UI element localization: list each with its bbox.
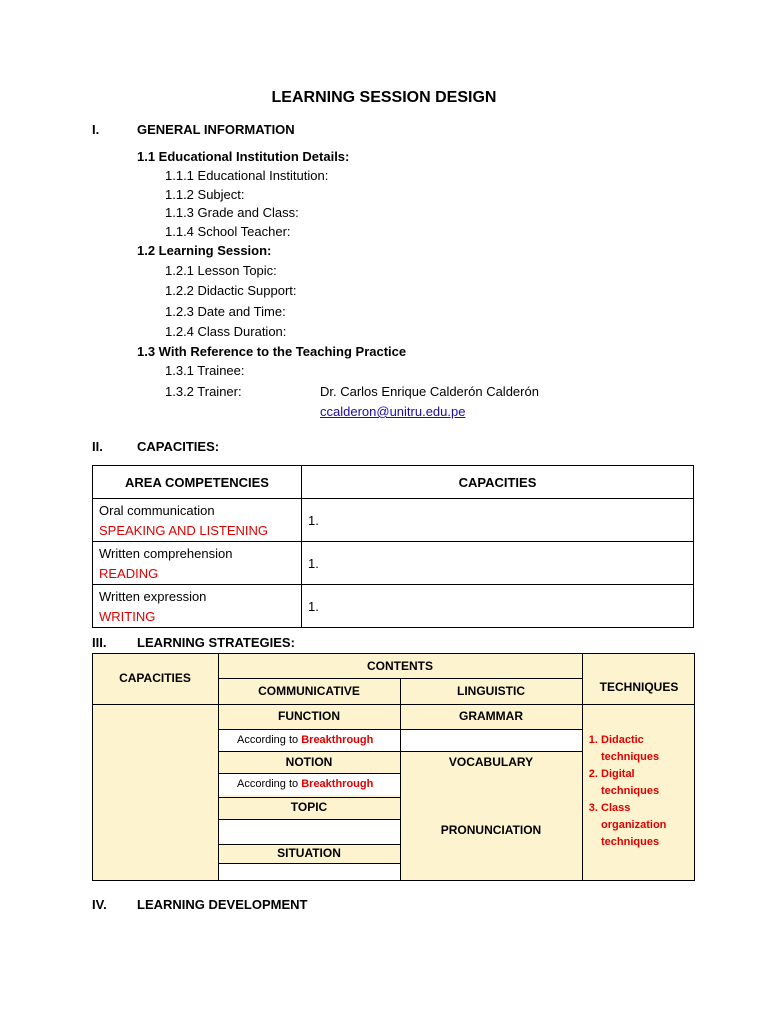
label-notion: NOTION (285, 755, 333, 769)
according-to-text: According to (237, 778, 299, 790)
grid-line (218, 844, 400, 845)
section-2-number: II. (92, 439, 103, 454)
section-4-number: IV. (92, 897, 107, 912)
breakthrough-text: Breakthrough (301, 778, 374, 790)
notion-reference (237, 778, 373, 790)
section-3-label: LEARNING STRATEGIES: (137, 635, 295, 650)
item-1-1-2: 1.1.2 Subject: (165, 187, 245, 202)
table-header-row (93, 466, 694, 499)
grid-line (218, 863, 400, 864)
area-cell (93, 585, 302, 628)
grid-line (218, 797, 400, 798)
item-1-1-1: 1.1.1 Educational Institution: (165, 168, 329, 183)
label-grammar: GRAMMAR (459, 709, 523, 723)
grid-line (92, 704, 695, 705)
white-cell (218, 863, 400, 881)
label-vocabulary: VOCABULARY (448, 755, 534, 769)
table-row (93, 542, 694, 585)
area-name: Oral communication (99, 503, 215, 518)
capacity-cell: 1. (302, 585, 694, 628)
table-row (93, 499, 694, 542)
strat-header-communicative: COMMUNICATIVE (258, 684, 360, 698)
label-pronunciation: PRONUNCIATION (440, 823, 542, 837)
section-4-label: LEARNING DEVELOPMENT (137, 897, 308, 912)
item-1-3-2: 1.3.2 Trainer: (165, 384, 242, 399)
technique-item: 3. Class organization techniques (601, 800, 695, 851)
function-reference (237, 734, 373, 746)
according-to-text: According to (237, 734, 299, 746)
section-2-label: CAPACITIES: (137, 439, 220, 454)
area-skill: READING (99, 566, 159, 581)
header-capacities: CAPACITIES (302, 466, 694, 499)
table-row (93, 585, 694, 628)
item-1-2-1: 1.2.1 Lesson Topic: (165, 263, 277, 278)
label-topic: TOPIC (290, 800, 328, 814)
strat-header-linguistic: LINGUISTIC (457, 684, 525, 698)
white-cell (400, 729, 582, 751)
item-1-2-2: 1.2.2 Didactic Support: (165, 283, 297, 298)
section-3-number: III. (92, 635, 107, 650)
grid-line (218, 819, 400, 820)
capacity-cell: 1. (302, 542, 694, 585)
item-1-1-3: 1.1.3 Grade and Class: (165, 205, 299, 220)
capacity-cell: 1. (302, 499, 694, 542)
document-title: LEARNING SESSION DESIGN (271, 89, 497, 106)
item-1-2-4: 1.2.4 Class Duration: (165, 324, 287, 339)
breakthrough-text: Breakthrough (301, 734, 374, 746)
label-situation: SITUATION (277, 846, 341, 860)
section-1-label: GENERAL INFORMATION (137, 122, 295, 137)
strat-header-techniques: TECHNIQUES (599, 680, 679, 694)
technique-item: 1. Didactic techniques (601, 732, 695, 766)
label-function: FUNCTION (278, 709, 340, 723)
area-cell (93, 499, 302, 542)
subsection-1-3: 1.3 With Reference to the Teaching Practice (137, 344, 407, 359)
grid-line (218, 773, 400, 774)
section-1-number: I. (92, 122, 100, 137)
technique-item: 2. Digital techniques (601, 766, 695, 800)
white-cell (218, 819, 400, 844)
area-cell (93, 542, 302, 585)
area-name: Written comprehension (99, 546, 233, 561)
subsection-1-2: 1.2 Learning Session: (137, 243, 272, 258)
area-skill: WRITING (99, 609, 156, 624)
header-area-competencies: AREA COMPETENCIES (93, 466, 302, 499)
area-name: Written expression (99, 589, 207, 604)
grid-line (92, 653, 93, 881)
grid-line (92, 653, 695, 654)
grid-line (92, 880, 695, 881)
area-skill: SPEAKING AND LISTENING (99, 523, 269, 538)
item-1-2-3: 1.2.3 Date and Time: (165, 304, 286, 319)
item-1-1-4: 1.1.4 School Teacher: (165, 224, 291, 239)
subsection-1-1: 1.1 Educational Institution Details: (137, 149, 350, 164)
strat-header-capacities: CAPACITIES (119, 671, 191, 685)
capacities-table (92, 465, 694, 628)
trainer-email-link[interactable]: ccalderon@unitru.edu.pe (320, 404, 466, 419)
techniques-list (583, 732, 695, 851)
item-1-3-1: 1.3.1 Trainee: (165, 363, 245, 378)
strat-header-contents: CONTENTS (367, 659, 433, 673)
trainer-name: Dr. Carlos Enrique Calderón Calderón (320, 384, 539, 399)
